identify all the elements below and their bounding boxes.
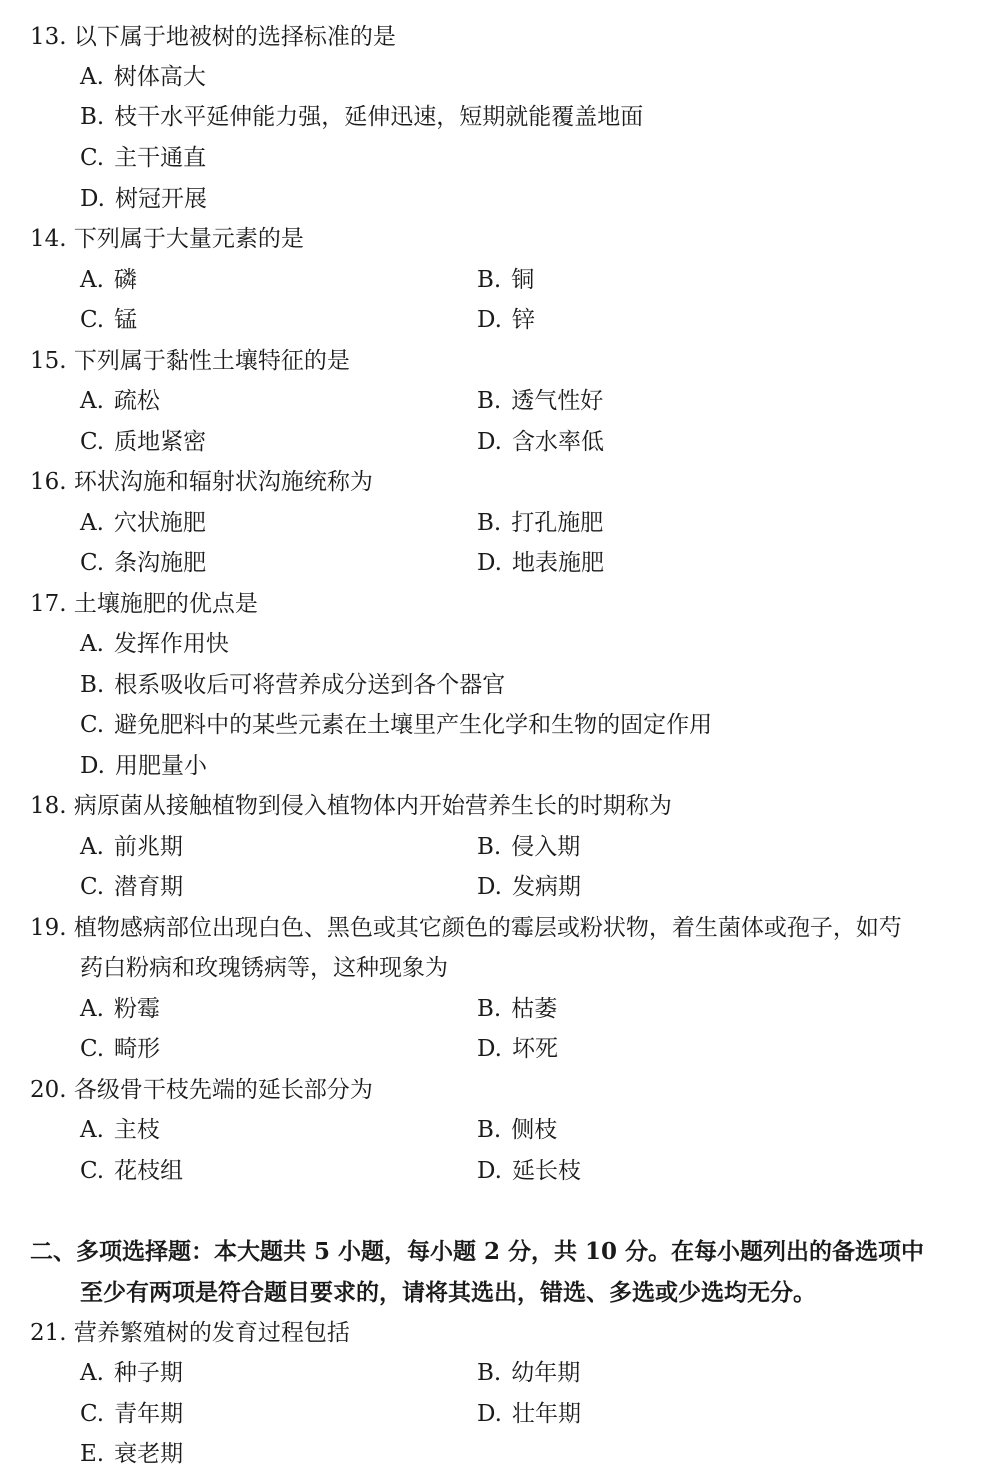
- option-text: 主枝: [113, 1117, 160, 1143]
- option-label: C.: [80, 145, 105, 171]
- q18-option-c: [80, 872, 183, 902]
- option-label: A.: [80, 1117, 104, 1143]
- option-label: A.: [80, 996, 104, 1022]
- option-label: D.: [477, 1401, 502, 1427]
- q21-option-e: [80, 1439, 183, 1469]
- option-label: D.: [477, 1036, 502, 1062]
- question-text: 环状沟施和辐射状沟施统称为: [73, 469, 373, 495]
- q21-option-a: [80, 1358, 183, 1388]
- question-17-stem: [30, 589, 258, 619]
- q21-option-b: [477, 1358, 580, 1388]
- q14-option-d: [477, 305, 535, 335]
- option-text: 青年期: [114, 1401, 184, 1427]
- q19-option-b: [477, 994, 557, 1024]
- question-text: 营养繁殖树的发育过程包括: [73, 1320, 350, 1346]
- option-text: 坏死: [511, 1036, 558, 1062]
- q19-option-d: [477, 1034, 558, 1064]
- option-text: 树冠开展: [114, 186, 207, 212]
- question-18-stem: [30, 791, 672, 821]
- q18-option-b: [477, 832, 580, 862]
- q16-option-c: [80, 548, 206, 578]
- q16-option-a: [80, 508, 206, 538]
- option-label: C.: [80, 550, 105, 576]
- option-text: 畸形: [114, 1036, 161, 1062]
- option-text: 种子期: [113, 1360, 183, 1386]
- option-text: 磷: [113, 267, 137, 293]
- option-label: B.: [80, 672, 105, 698]
- question-text: 下列属于大量元素的是: [73, 226, 304, 252]
- q16-option-b: [477, 508, 603, 538]
- option-label: B.: [477, 510, 502, 536]
- question-number: 15.: [30, 348, 67, 374]
- option-label: A.: [80, 64, 104, 90]
- option-label: B.: [477, 996, 502, 1022]
- option-text: 质地紧密: [114, 429, 207, 455]
- question-number: 20.: [30, 1077, 67, 1103]
- option-text: 发挥作用快: [113, 631, 229, 657]
- q18-option-a: [80, 832, 183, 862]
- option-label: A.: [80, 1360, 104, 1386]
- q15-option-d: [477, 427, 604, 457]
- option-text: 地表施肥: [511, 550, 604, 576]
- q20-option-c: [80, 1156, 183, 1186]
- option-text: 潜育期: [114, 874, 184, 900]
- option-text: 侵入期: [511, 834, 581, 860]
- option-label: B.: [477, 1117, 502, 1143]
- option-label: B.: [477, 267, 502, 293]
- q20-option-d: [477, 1156, 581, 1186]
- q17-option-b: [80, 670, 505, 700]
- option-text: 花枝组: [114, 1158, 184, 1184]
- option-text: 含水率低: [511, 429, 604, 455]
- option-text: 粉霉: [113, 996, 160, 1022]
- option-label: E.: [80, 1441, 105, 1467]
- q17-option-c: [80, 710, 712, 740]
- q19-option-c: [80, 1034, 160, 1064]
- option-label: B.: [477, 834, 502, 860]
- section-2-instructions-line1: 二、多项选择题：本大题共 5 小题，每小题 2 分，共 10 分。在每小题列出的备选项中: [30, 1238, 925, 1265]
- option-label: D.: [80, 753, 105, 779]
- option-text: 枯萎: [511, 996, 558, 1022]
- option-text: 壮年期: [511, 1401, 581, 1427]
- option-text: 主干通直: [114, 145, 207, 171]
- option-text: 发病期: [511, 874, 581, 900]
- option-label: A.: [80, 834, 104, 860]
- option-label: D.: [477, 550, 502, 576]
- option-text: 锌: [511, 307, 535, 333]
- q14-option-a: [80, 265, 137, 295]
- q15-option-b: [477, 386, 603, 416]
- question-text: 土壤施肥的优点是: [73, 591, 258, 617]
- question-number: 13.: [30, 24, 67, 50]
- option-text: 疏松: [113, 388, 160, 414]
- option-label: D.: [477, 429, 502, 455]
- q13-option-a: [80, 62, 206, 92]
- q14-option-c: [80, 305, 137, 335]
- option-label: C.: [80, 429, 105, 455]
- question-21-stem: [30, 1318, 350, 1348]
- option-text: 透气性好: [511, 388, 604, 414]
- option-label: C.: [80, 1401, 105, 1427]
- q15-option-c: [80, 427, 206, 457]
- option-label: D.: [477, 1158, 502, 1184]
- option-label: C.: [80, 1158, 105, 1184]
- option-label: C.: [80, 1036, 105, 1062]
- option-label: C.: [80, 307, 105, 333]
- option-text: 条沟施肥: [114, 550, 207, 576]
- q17-option-d: [80, 751, 207, 781]
- question-14-stem: [30, 224, 304, 254]
- option-text: 树体高大: [113, 64, 206, 90]
- q13-option-b: [80, 102, 643, 132]
- q13-option-c: [80, 143, 206, 173]
- option-text: 前兆期: [113, 834, 183, 860]
- q20-option-a: [80, 1115, 160, 1145]
- question-13-stem: [30, 22, 396, 52]
- q15-option-a: [80, 386, 160, 416]
- option-text: 铜: [511, 267, 535, 293]
- option-text: 打孔施肥: [511, 510, 604, 536]
- option-label: B.: [477, 1360, 502, 1386]
- question-number: 18.: [30, 793, 67, 819]
- q16-option-d: [477, 548, 604, 578]
- q18-option-d: [477, 872, 581, 902]
- option-text: 避免肥料中的某些元素在土壤里产生化学和生物的固定作用: [114, 712, 713, 738]
- option-label: B.: [80, 104, 105, 130]
- option-label: B.: [477, 388, 502, 414]
- question-text: 各级骨干枝先端的延长部分为: [73, 1077, 373, 1103]
- q21-option-c: [80, 1399, 183, 1429]
- option-text: 枝干水平延伸能力强，延伸迅速，短期就能覆盖地面: [114, 104, 644, 130]
- option-label: C.: [80, 712, 105, 738]
- q21-option-d: [477, 1399, 581, 1429]
- section-2-instructions-line2: 至少有两项是符合题目要求的，请将其选出，错选、多选或少选均无分。: [80, 1279, 816, 1306]
- option-text: 用肥量小: [114, 753, 207, 779]
- option-text: 侧枝: [511, 1117, 558, 1143]
- option-text: 延长枝: [511, 1158, 581, 1184]
- question-number: 21.: [30, 1320, 67, 1346]
- question-text: 病原菌从接触植物到侵入植物体内开始营养生长的时期称为: [73, 793, 672, 819]
- question-number: 14.: [30, 226, 67, 252]
- option-text: 幼年期: [511, 1360, 581, 1386]
- option-label: D.: [477, 874, 502, 900]
- option-label: A.: [80, 631, 104, 657]
- option-label: A.: [80, 388, 104, 414]
- option-label: A.: [80, 510, 104, 536]
- option-text: 穴状施肥: [113, 510, 206, 536]
- question-text: 植物感病部位出现白色、黑色或其它颜色的霉层或粉状物，着生菌体或孢子，如芍: [73, 915, 902, 941]
- option-text: 衰老期: [114, 1441, 184, 1467]
- question-number: 19.: [30, 915, 67, 941]
- option-label: C.: [80, 874, 105, 900]
- question-16-stem: [30, 467, 373, 497]
- question-text: 下列属于黏性土壤特征的是: [73, 348, 350, 374]
- q17-option-a: [80, 629, 229, 659]
- question-19-stem-continued: 药白粉病和玫瑰锈病等，这种现象为: [80, 955, 448, 981]
- question-15-stem: [30, 346, 350, 376]
- q13-option-d: [80, 184, 207, 214]
- question-number: 17.: [30, 591, 67, 617]
- option-label: D.: [80, 186, 105, 212]
- q19-option-a: [80, 994, 160, 1024]
- question-20-stem: [30, 1075, 373, 1105]
- option-label: D.: [477, 307, 502, 333]
- q20-option-b: [477, 1115, 557, 1145]
- option-label: A.: [80, 267, 104, 293]
- question-19-stem: [30, 913, 902, 943]
- option-text: 锰: [114, 307, 138, 333]
- question-text: 以下属于地被树的选择标准的是: [73, 24, 396, 50]
- question-number: 16.: [30, 469, 67, 495]
- option-text: 根系吸收后可将营养成分送到各个器官: [114, 672, 506, 698]
- q14-option-b: [477, 265, 534, 295]
